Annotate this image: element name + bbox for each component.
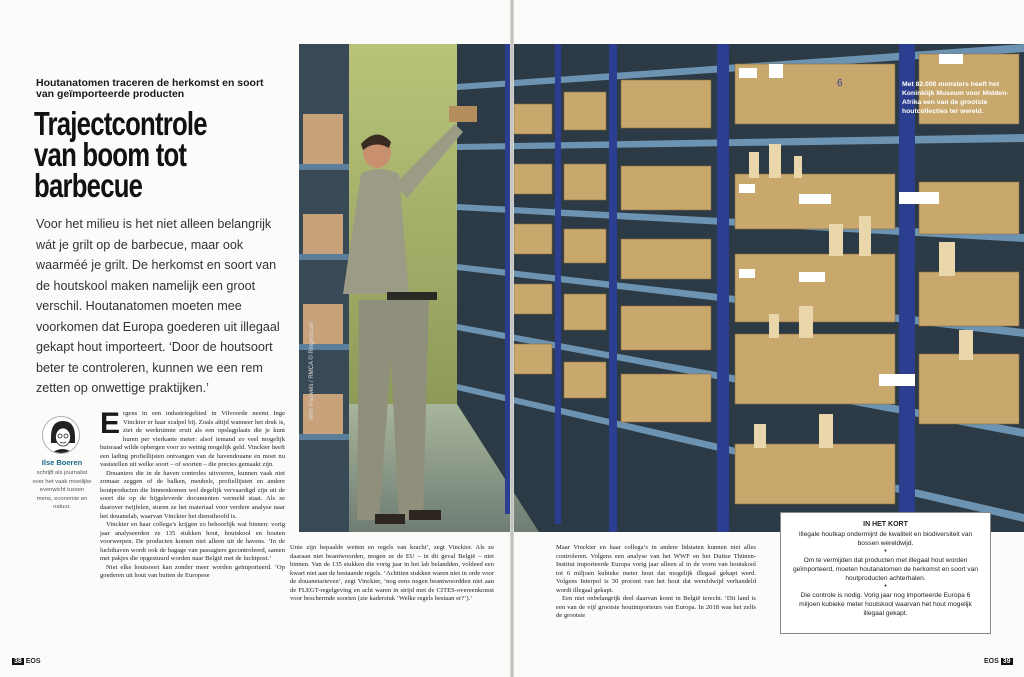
photo-caption: Met 82.000 monsters heeft het Koninklijk Museum voor Midden-Afrika een van de grootste houtcollecties ter wereld. — [902, 81, 1009, 115]
body-paragraph: Ergens in een industriegebied in Vilvoorde neemt Inge Vinckier er haar scalpel bij. Zoals altijd wanneer het druk is, ziet de werkruimte eruit als een opslagplaats die je kunt huren per vierkante meter: alsof iemand zo veel mogelijk huisraad wilde opbergen voor zo weinig mogelijk geld. Vinckier heeft een lading profiellijsten ontvangen van de havendouane en moet nu vaststellen uit welke soort – of soorten – die precies gemaakt zijn. — [100, 407, 285, 469]
drop-cap: E — [100, 407, 121, 440]
page-number: 38 — [14, 658, 22, 665]
bullet-icon: • — [884, 583, 887, 590]
article-kicker: Houtanatomen traceren de herkomst en soort van geïmporteerde producten — [36, 77, 264, 100]
body-column-1 — [100, 407, 285, 581]
summary-box — [780, 512, 991, 634]
magazine-name: EOS — [25, 658, 41, 665]
summary-item: Om te vermijden dat producten met illegaal hout worden geïmporteerd, moeten houtanatomen de herkomst en soort van houtproducten achterhalen. — [792, 557, 979, 582]
page-number: 39 — [1002, 658, 1011, 665]
summary-item: Die controle is nodig. Vorig jaar nog importeerde Europa 6 miljoen kubieke meter houtskool waarvan het hout mogelijk illegaal gekapt. — [799, 592, 972, 617]
center-gutter — [510, 0, 514, 677]
photo-credit: Wim Pauwels / RMCA © Ringenscan — [309, 321, 315, 420]
author-bio: schrijft als journalist over het vaak moeilijke evenwicht tussen mens, economie en natuur. — [32, 470, 92, 511]
article-title: Trajectcontrole van boom tot barbecue — [34, 105, 207, 204]
summary-item: Illegale houtkap ondermijnt de kwaliteit en biodiversiteit van bossen wereldwijd. — [798, 531, 973, 547]
article-intro: Voor het milieu is het niet alleen belangrijk wát je grilt op de barbecue, maar ook waarméé je grilt. De herkomst en soort van de houtskool maken namelijk een groot verschil. Houtanatomen moeten mee voorkomen dat Europa goederen uit illegaal gekapt hout importeert. ‘Door de houtsoort beter te controleren, kunnen we een rem zetten op onwettige praktijken.’ — [36, 217, 280, 395]
body-paragraph: Douaniers die in de haven controles uitvoeren, kunnen vaak niet zomaar zeggen of de balken, meubels, profiellijsten en andere houtproducten die binnenkomen wel degelijk vervaardigd zijn uit de soort die op de bijgeleverde documenten vermeld staat. Als ze daarover twijfelen, sturen ze het materiaal voor verdere analyse naar het douanelab, waarvan Vinckier het diensthoofd is. — [100, 469, 285, 520]
body-paragraph: Vinckier en haar collega’s krijgen zo behoorlijk wat binnen: vorig jaar analyseerden ze 135 stukken hout, houtskool en houten voorwerpen. De producten komen niet alleen uit de havens. ‘In de luchthaven wordt ook de bagage van passagiers gecontroleerd, samen met pakjes die opgestuurd worden naar België met de luchtpost.’ — [100, 521, 285, 563]
body-paragraph: Een niet onbelangrijk deel daarvan komt in België terecht. ‘Dit land is een van de vijf grootste houtimporteurs van Europa. In 2018 was het zelfs de grootste — [556, 595, 756, 620]
author-avatar — [42, 416, 80, 454]
folio-right — [984, 657, 1013, 666]
body-column-2 — [290, 544, 494, 604]
body-column-3 — [556, 544, 756, 621]
body-paragraph: Maar Vinckier en haar collega’s in andere lidstaten kunnen niet alles controleren. Volgens een analyse van het WWF en het Duitse Thünen-Institut importeerde Europa vorig jaar alleen al in de vorm van houtskool tot 6 miljoen kubieke meter hout dat mogelijk illegaal gekapt werd. Volgens Interpol is 30 procent van het hout dat wereldwijd verhandeld wordt illegaal gekapt. — [556, 544, 756, 594]
author-name: Ilse Boeren — [41, 458, 83, 467]
body-paragraph: Unie zijn bepaalde wetten en regels van kracht’, zegt Vinckier. Als ze daaraan niet beantwoorden, mogen ze de EU – in dit geval België – niet binnen. Van de 135 stukken die vorig jaar in het lab belandden, voldeed een kwart niet aan de bestaande regels. ‘Achttien stukken waren niet in orde voor de douanetarieven’, zegt Vinckier, ‘nog eens negen beantwoordden niet aan de FLEGT-regelgeving en acht waren in strijd met de CITES-overeenkomst voor beschermde soorten (zie kaderstuk ‘Welke regels bestaan er?’).’ — [290, 544, 494, 603]
body-paragraph: Niet elke houtsoort kan zonder meer worden geïmporteerd. ‘Op goederen uit hout van buiten de Europese — [100, 563, 285, 580]
archive-shelves-illustration — [299, 44, 1024, 532]
bullet-icon: • — [884, 548, 887, 555]
article-photo — [299, 44, 1024, 532]
shelf-number-label: 6 — [837, 78, 843, 89]
folio-left — [12, 657, 41, 666]
magazine-name: EOS — [984, 658, 999, 665]
summary-heading: IN HET KORT — [863, 521, 908, 528]
